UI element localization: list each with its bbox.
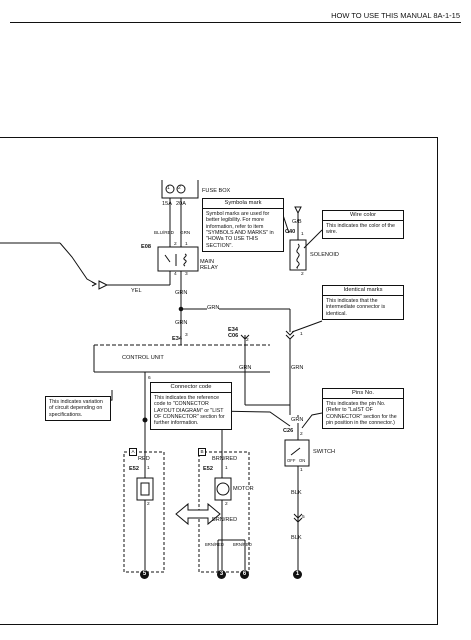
wire-color-blk-2: BLK [291, 535, 302, 541]
callout-pins-no-title: Pins No. [323, 389, 403, 399]
pin-e08-4: 4 [174, 272, 177, 277]
pin-c40-1: 1 [301, 232, 304, 237]
connector-c40: C40 [285, 229, 296, 235]
connector-e08: E08 [141, 244, 151, 250]
wire-color-brn-red-3: BRN/RED [205, 542, 224, 547]
connector-c26: C26 [283, 428, 294, 434]
wire-color-yel: YEL [131, 288, 142, 294]
callout-identical-marks-title: Identical marks [323, 286, 403, 296]
main-relay-label: MAIN RELAY [200, 259, 218, 272]
wire-color-blk-1: BLK [291, 490, 302, 496]
switch-on-label: ON [299, 458, 306, 463]
callout-connector-code-body: This indicates the reference code to "CONNECTOR LAYOUT DIAGRAM" or "LIST OF CONNECTOR" section for further information. [154, 394, 225, 427]
variant-b-marker: B [198, 448, 206, 456]
fuse-number-2: 2 [178, 185, 181, 191]
solenoid-label: SOLENOID [310, 252, 339, 258]
ground-marker-6: 6 [240, 570, 249, 579]
connector-e52-b: E52 [203, 466, 213, 472]
pin-e08-2: 2 [174, 242, 177, 247]
pin-e08-1: 1 [185, 242, 188, 247]
pin-a2: 2 [147, 502, 150, 507]
connector-e52-a: E52 [129, 466, 139, 472]
wire-color-brn-red-2: BRN/RED [212, 517, 238, 523]
wire-color-brn-red-1: BRN/RED [212, 456, 238, 462]
wire-color-grn-top: GRN [180, 230, 191, 235]
fuse-rating-20a: 20A [176, 201, 186, 207]
wire-color-grn-1: GRN [175, 290, 188, 296]
control-unit-label: CONTROL UNIT [122, 355, 164, 361]
pin-2: 2 [246, 338, 249, 343]
wire-color-brn-red-4: BRN/RED [233, 542, 252, 547]
callout-pins-no-body: This indicates the pin No. (Refer to "LaIST OF CONNECTOR" section for the pin position in the connector.) [326, 400, 397, 426]
wire-color-grn-5: GRN [291, 365, 304, 371]
wire-color-grn-2: GRN [207, 305, 220, 311]
callout-connector-code-title: Connector code [151, 383, 231, 393]
switch-off-label: OFF [287, 458, 296, 463]
callout-identical-marks-body: This indicates that the intermediate connector is identical. [326, 297, 386, 317]
pin-c26-2: 2 [300, 432, 303, 437]
motor-label: MOTOR [233, 486, 254, 492]
callout-wire-color-title: Wire color [323, 211, 403, 221]
pin-a1: 1 [147, 466, 150, 471]
callout-variation-body: This indicates variation of circuit depending on specifications. [49, 399, 103, 418]
pin-e34-3: 3 [185, 333, 188, 338]
callout-wire-color [322, 210, 404, 239]
wire-color-grn-3: GRN [175, 320, 188, 326]
connector-e34-c06: E34 C06 [228, 327, 239, 340]
pin-b2: 2 [225, 502, 228, 507]
callout-pins-no [322, 388, 404, 429]
callout-connector-code [150, 382, 232, 430]
variant-a-marker: A [129, 448, 137, 456]
pin-5: 5 [302, 515, 305, 520]
ground-marker-1: 1 [293, 570, 302, 579]
pin-b1: 1 [225, 466, 228, 471]
pin-6: 6 [148, 376, 151, 381]
pin-c40-2: 2 [301, 272, 304, 277]
pin-c26-1: 1 [300, 468, 303, 473]
callout-wire-color-body: This indicates the color of the wire. [326, 222, 395, 236]
page-header: HOW TO USE THIS MANUAL 8A-1-15 [331, 11, 460, 20]
pin-1-mid: 1 [300, 332, 303, 337]
callout-symbols [202, 198, 284, 252]
connector-e34-left: E34 [172, 336, 182, 342]
fuse-box-label: FUSE BOX [202, 188, 231, 194]
wire-color-blu-red: BLU/RED [154, 230, 174, 235]
wire-color-gb: G/B [292, 219, 302, 225]
wire-color-grn-4: GRN [239, 365, 252, 371]
switch-label: SWITCH [313, 449, 336, 455]
callout-symbols-body: Symbol marks are used for better legibility. For more information, refer to item "SYMBOLS AND MARKS" in "HOWa TO USE THIS SECTION". [206, 210, 274, 249]
callout-symbols-title: Symbola mark [203, 199, 283, 209]
callout-variation [45, 396, 111, 421]
fuse-rating-15a: 15A [162, 201, 172, 207]
fuse-number-1: 1 [167, 185, 170, 191]
callout-identical-marks [322, 285, 404, 320]
ground-marker-3: 3 [217, 570, 226, 579]
ground-marker-5: 5 [140, 570, 149, 579]
wire-color-red: RED [138, 456, 150, 462]
pin-e08-3: 3 [185, 272, 188, 277]
wire-color-grn-6: GRN [291, 417, 304, 423]
